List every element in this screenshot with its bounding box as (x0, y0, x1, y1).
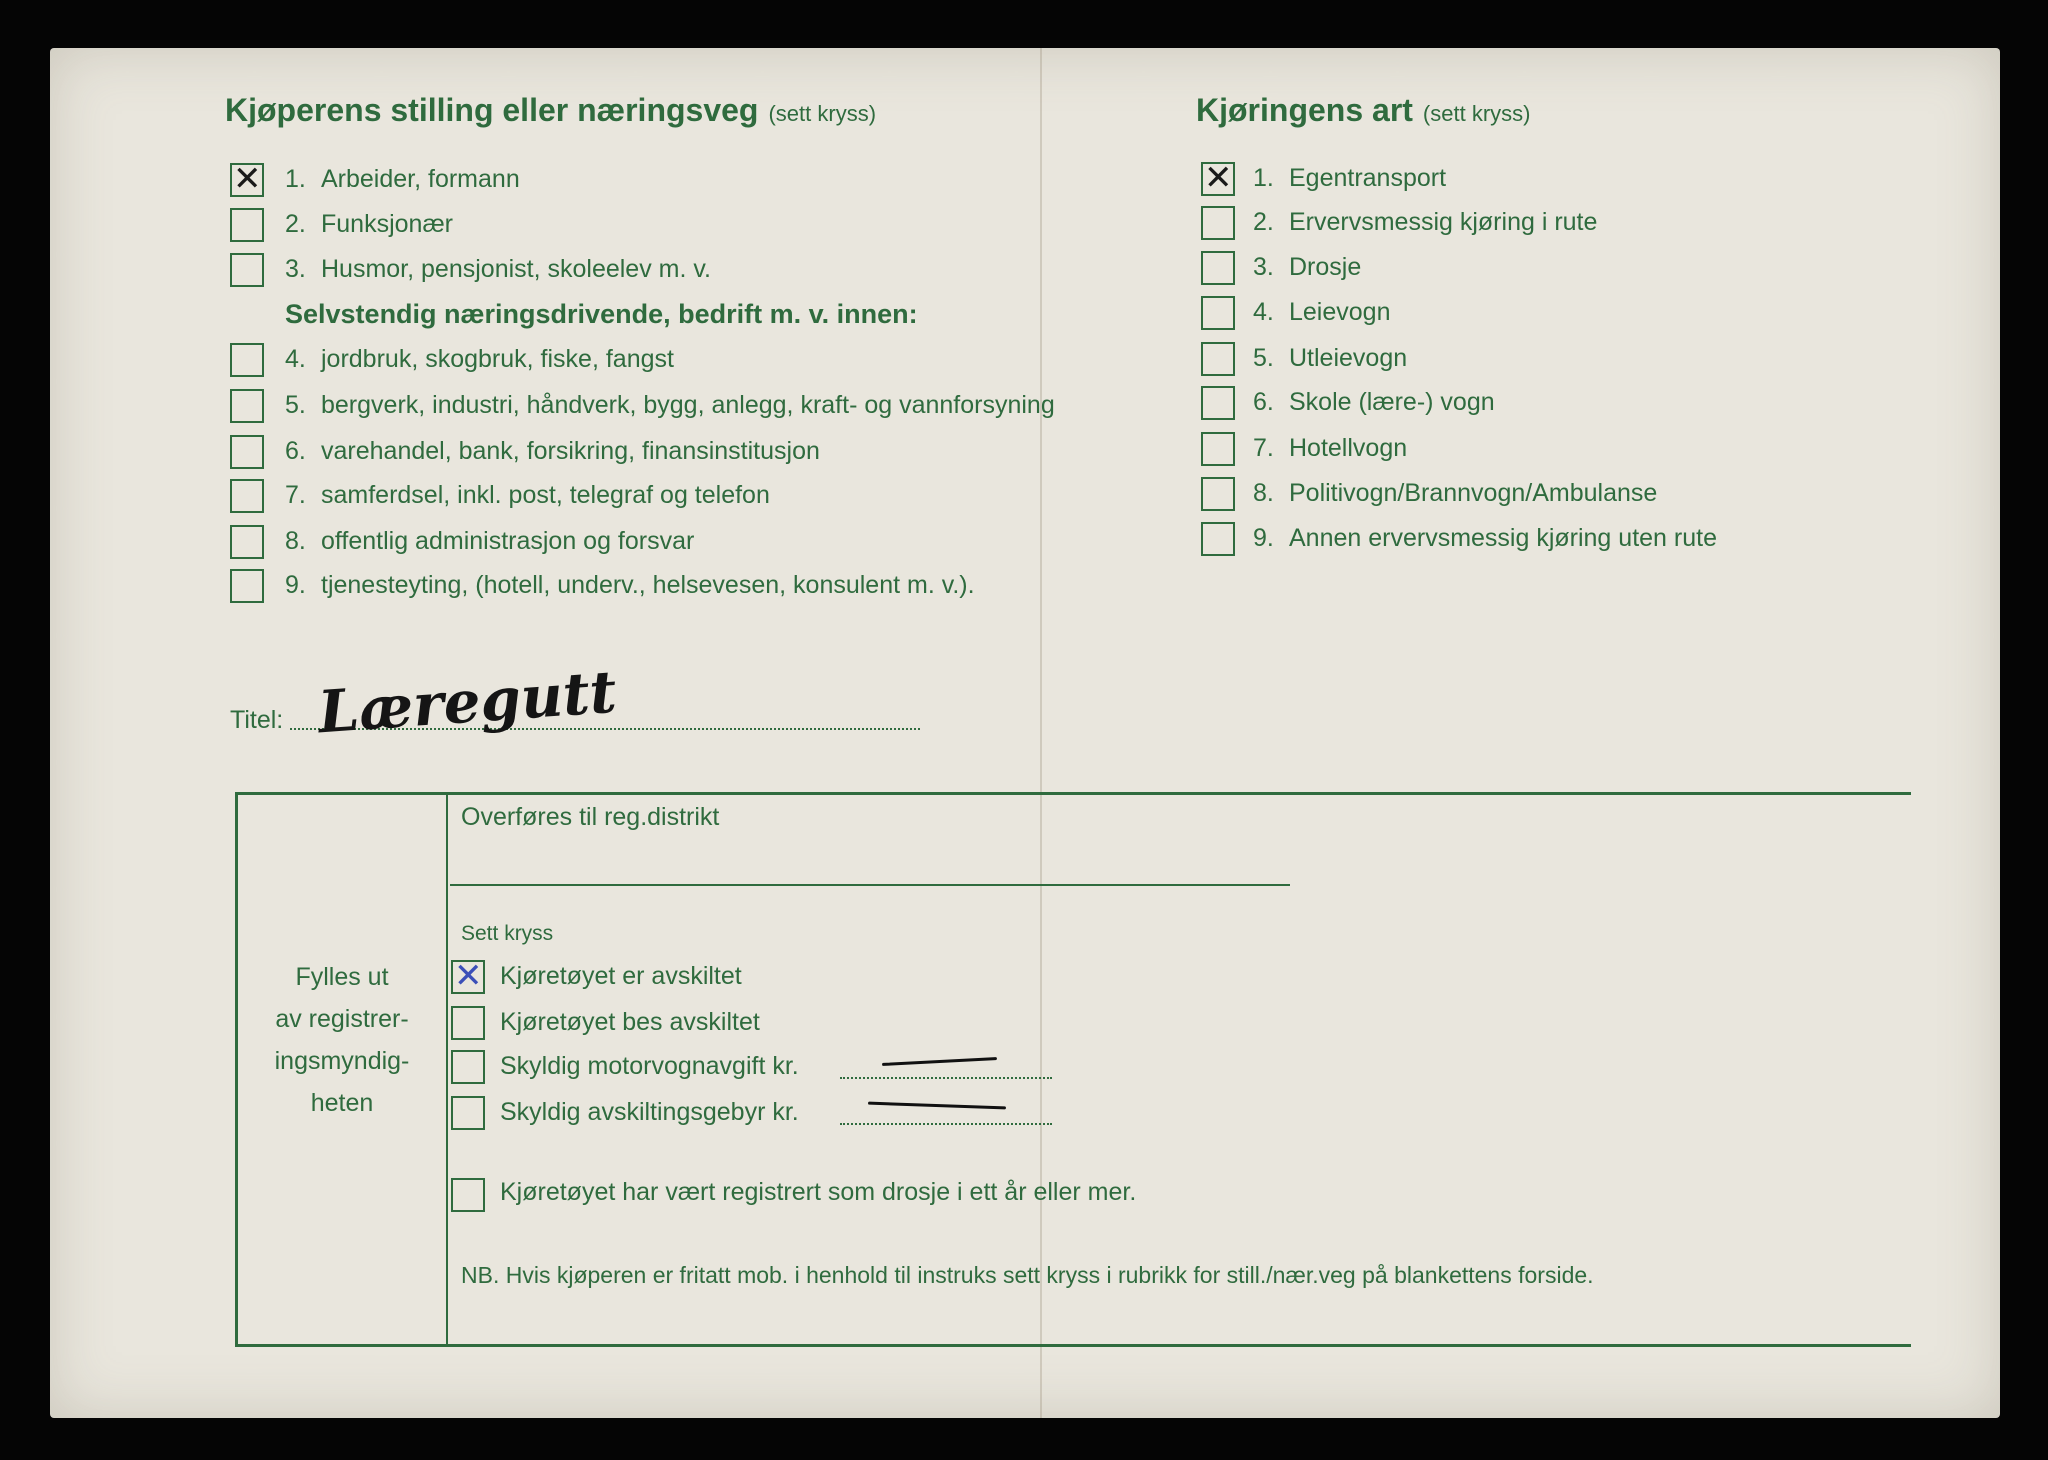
item-number: 2. (285, 210, 306, 238)
left-item (285, 165, 520, 194)
item-number: 2. (1253, 208, 1274, 236)
item-label: Arbeider, formann (321, 165, 520, 193)
checkbox-icon[interactable] (451, 960, 485, 994)
item-number: 9. (285, 571, 306, 599)
item-label: Utleievogn (1289, 344, 1408, 372)
amount-dotted-line[interactable] (840, 1123, 1052, 1125)
item-number: 3. (285, 255, 306, 283)
right-item (1253, 434, 1407, 463)
nb-note: NB. Hvis kjøperen er fritatt mob. i henhold til instruks sett kryss i rubrikk for still./nær.veg på blankettens forside. (461, 1262, 1594, 1288)
checkbox-icon[interactable] (230, 163, 264, 197)
item-label: Egentransport (1289, 164, 1447, 192)
item-number: 5. (1253, 344, 1274, 372)
title-label: Titel: (230, 706, 284, 734)
item-number: 5. (285, 391, 306, 419)
right-item (1253, 253, 1361, 282)
checkbox-icon[interactable] (1201, 386, 1235, 420)
item-label: Skole (lære-) vogn (1289, 388, 1495, 416)
item-number: 6. (285, 437, 306, 465)
item-label: jordbruk, skogbruk, fiske, fangst (321, 345, 674, 373)
checkbox-icon[interactable] (230, 569, 264, 603)
item-number: 7. (285, 481, 306, 509)
item-number: 4. (285, 345, 306, 373)
registration-check-label: Skyldig avskiltingsgebyr kr. (500, 1098, 799, 1126)
left-item (285, 437, 820, 466)
checkbox-icon[interactable] (1201, 206, 1235, 240)
checkbox-icon[interactable] (230, 253, 264, 287)
checkbox-icon[interactable] (230, 525, 264, 559)
box-divider (446, 792, 448, 1344)
right-item (1253, 298, 1390, 327)
checkbox-icon[interactable] (230, 435, 264, 469)
right-item (1253, 524, 1717, 553)
box-top-border (235, 792, 1911, 795)
item-label: Drosje (1289, 253, 1362, 281)
item-label: Leievogn (1289, 298, 1391, 326)
left-item (285, 345, 674, 374)
registration-check-label: Kjøretøyet bes avskiltet (500, 1008, 760, 1036)
item-label: Ervervsmessig kjøring i rute (1289, 208, 1598, 236)
title-handwritten-value[interactable]: Læregutt (315, 657, 619, 747)
left-item (285, 571, 975, 600)
item-number: 8. (285, 527, 306, 555)
registration-check-label: Skyldig motorvognavgift kr. (500, 1052, 799, 1080)
item-label: Husmor, pensjonist, skoleelev m. v. (321, 255, 711, 283)
checkbox-icon[interactable] (1201, 251, 1235, 285)
item-number: 7. (1253, 434, 1274, 462)
item-label: bergverk, industri, håndverk, bygg, anlegg, kraft- og vannforsyning (321, 391, 1055, 419)
left-item (285, 255, 711, 284)
side-label-line: heten (310, 1089, 374, 1117)
checkbox-icon[interactable] (1201, 522, 1235, 556)
side-label-line: ingsmyndig- (274, 1047, 410, 1075)
left-heading-text: Kjøperens stilling eller næringsveg (225, 92, 759, 128)
left-heading (225, 92, 876, 129)
right-heading (1196, 92, 1530, 129)
item-label: Funksjonær (321, 210, 453, 238)
right-heading-text: Kjøringens art (1196, 92, 1413, 128)
item-number: 9. (1253, 524, 1274, 552)
item-label: Annen ervervsmessig kjøring uten rute (1289, 524, 1717, 552)
right-item (1253, 344, 1407, 373)
left-item (285, 527, 694, 556)
left-item (285, 481, 770, 510)
left-item (285, 391, 1055, 420)
transfer-label: Overføres til reg.distrikt (461, 803, 720, 831)
sett-kryss-label: Sett kryss (461, 922, 554, 945)
left-heading-note: (sett kryss) (768, 101, 877, 126)
item-number: 6. (1253, 388, 1274, 416)
checkbox-icon[interactable] (451, 1006, 485, 1040)
right-item (1253, 479, 1657, 508)
transfer-line[interactable] (450, 884, 1290, 886)
checkbox-icon[interactable] (1201, 162, 1235, 196)
right-heading-note: (sett kryss) (1422, 101, 1531, 126)
item-label: tjenesteyting, (hotell, underv., helsevesen, konsulent m. v.). (321, 571, 975, 599)
side-label-line: av registrer- (275, 1005, 409, 1033)
amount-dotted-line[interactable] (840, 1077, 1052, 1079)
item-label: offentlig administrasjon og forsvar (321, 527, 695, 555)
checkbox-icon[interactable] (230, 343, 264, 377)
item-label: Hotellvogn (1289, 434, 1408, 462)
right-item (1253, 388, 1495, 417)
item-number: 3. (1253, 253, 1274, 281)
registration-check-label: Kjøretøyet er avskiltet (500, 962, 742, 990)
checkbox-icon[interactable] (451, 1178, 485, 1212)
left-subheading: Selvstendig næringsdrivende, bedrift m. v. innen: (285, 299, 918, 329)
box-bottom-border (235, 1344, 1911, 1347)
checkbox-icon[interactable] (1201, 342, 1235, 376)
box-left-border (235, 792, 238, 1347)
fold-crease (1040, 48, 1042, 1418)
item-number: 8. (1253, 479, 1274, 507)
checkbox-icon[interactable] (1201, 432, 1235, 466)
right-item (1253, 164, 1446, 193)
side-label-line: Fylles ut (295, 963, 389, 991)
checkbox-icon[interactable] (230, 208, 264, 242)
checkbox-icon[interactable] (1201, 477, 1235, 511)
item-number: 1. (285, 165, 306, 193)
checkbox-icon[interactable] (1201, 296, 1235, 330)
checkbox-icon[interactable] (451, 1050, 485, 1084)
drosje-label: Kjøretøyet har vært registrert som drosje i ett år eller mer. (500, 1178, 1137, 1206)
item-label: samferdsel, inkl. post, telegraf og telefon (321, 481, 770, 509)
item-label: varehandel, bank, forsikring, finansinstitusjon (321, 437, 820, 465)
checkbox-icon[interactable] (451, 1096, 485, 1130)
right-item (1253, 208, 1597, 237)
item-number: 4. (1253, 298, 1274, 326)
item-number: 1. (1253, 164, 1274, 192)
registration-side-label (242, 956, 442, 1124)
checkbox-icon[interactable] (230, 479, 264, 513)
item-label: Politivogn/Brannvogn/Ambulanse (1289, 479, 1658, 507)
left-item (285, 210, 453, 239)
checkbox-icon[interactable] (230, 389, 264, 423)
